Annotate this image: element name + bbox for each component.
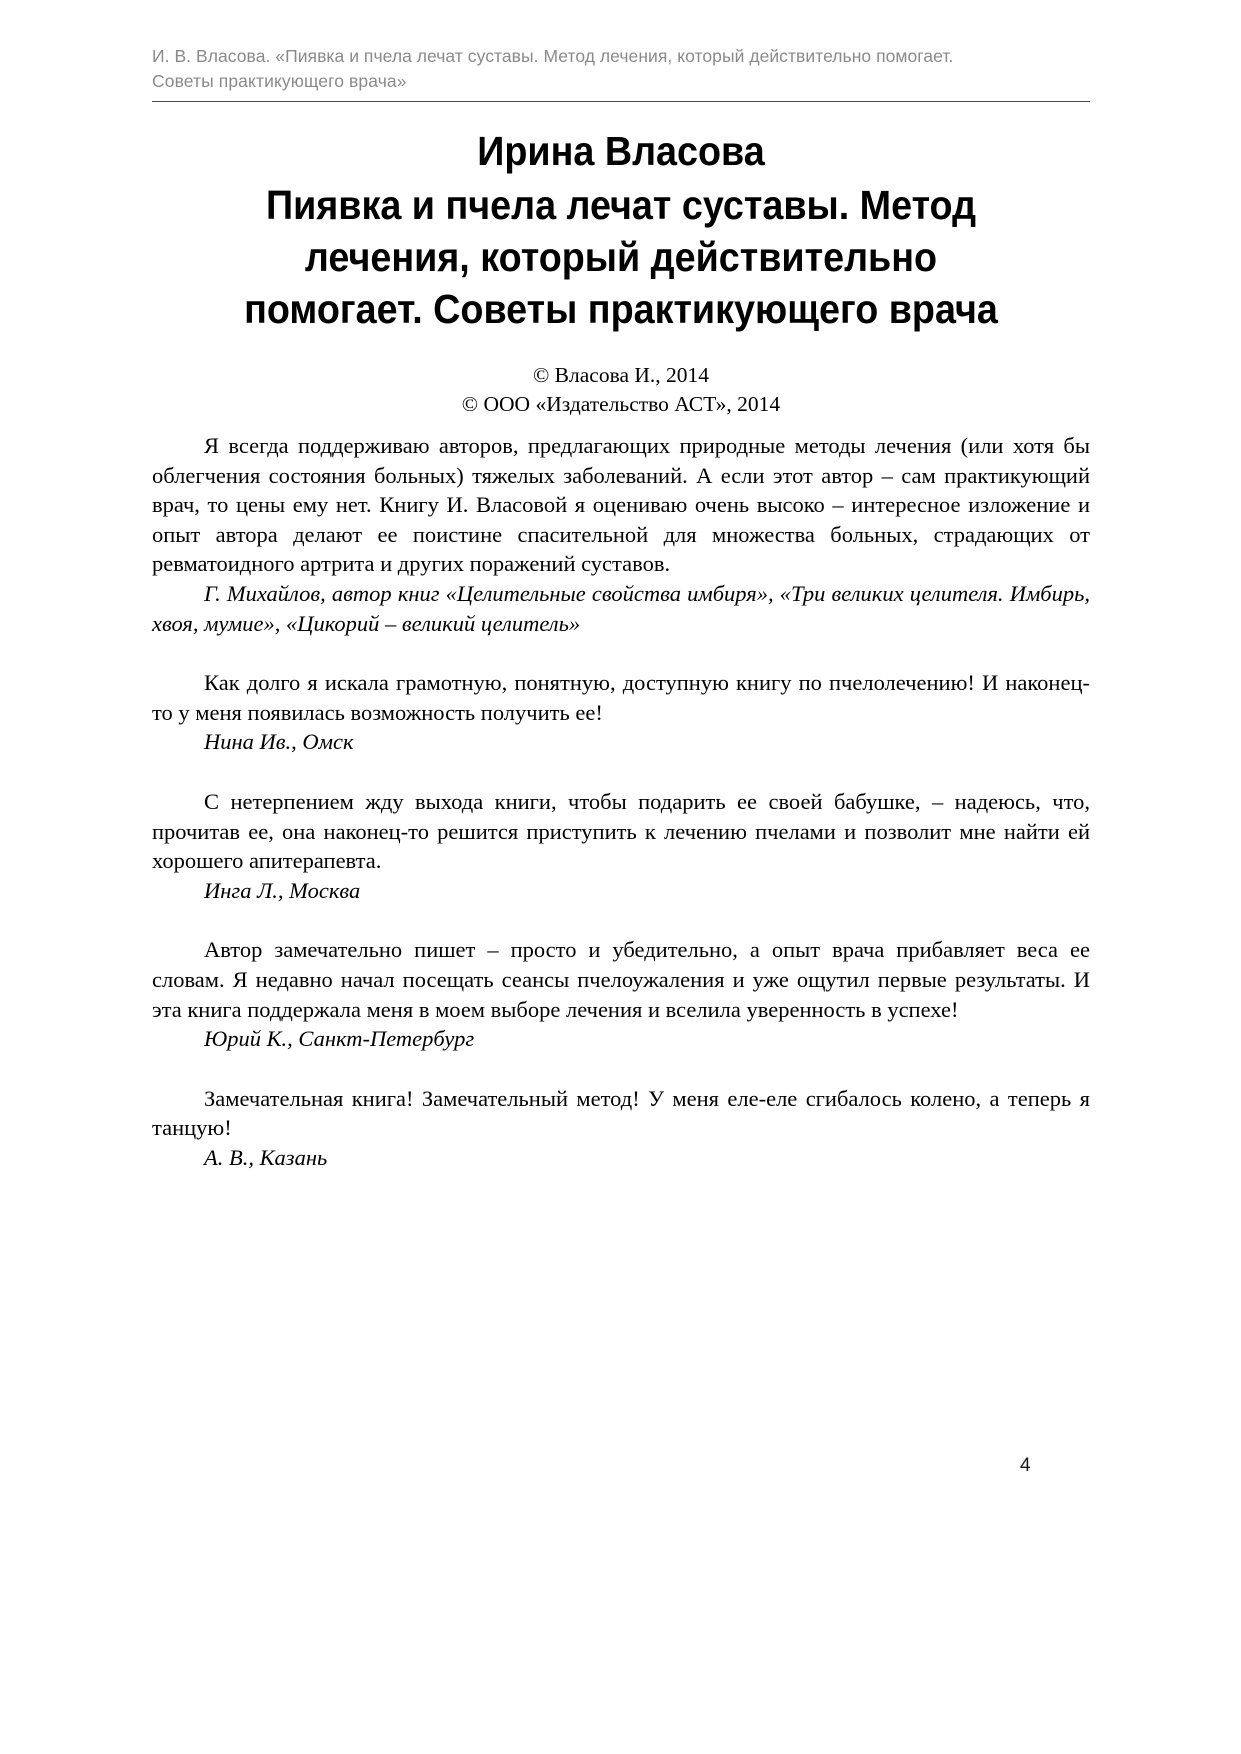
page-number: 4 xyxy=(1020,1455,1031,1476)
paragraph-spacer xyxy=(152,905,1090,935)
copyright-line-author: © Власова И., 2014 xyxy=(532,363,710,387)
testimonial-text: Как долго я искала грамотную, понятную, доступную книгу по пчелолечению! И наконец-то у меня появилась возможность получить ее! xyxy=(152,670,1090,725)
paragraph-spacer xyxy=(152,638,1090,668)
testimonial-text: Я всегда поддерживаю авторов, предлагающих природные методы лечения (или хотя бы облегчения состояния больных) тяжелых заболеваний. А если этот автор – сам практикующий врач, то цены ему нет. Книгу И. Власовой я оцениваю очень высоко – интересное изложение и опыт автора делают ее поистине спасительной для множества больных, страдающих от ревматоидного артрита и других поражений суставов. xyxy=(152,433,1090,577)
copyright-line-publisher: © ООО «Издательство АСТ», 2014 xyxy=(461,392,781,416)
page-content xyxy=(152,125,1090,1172)
testimonial-attribution: Инга Л., Москва xyxy=(204,877,361,903)
book-title-line-3: помогает. Советы практикующего врача xyxy=(244,286,998,332)
paragraph-spacer xyxy=(152,757,1090,787)
author-name: Ирина Власова xyxy=(477,128,765,174)
testimonial-attribution: Г. Михайлов, автор книг «Целительные свойства имбиря», «Три великих целителя. Имбирь, хвоя, мумие», «Цикорий – великий целитель» xyxy=(152,580,1090,636)
running-header xyxy=(152,44,1090,94)
header-divider-rule xyxy=(152,101,1090,102)
testimonial-text: Замечательная книга! Замечательный метод! У меня еле-еле сгибалось колено, а теперь я танцую! xyxy=(152,1085,1090,1141)
testimonial-attribution: Юрий К., Санкт-Петербург xyxy=(204,1026,475,1052)
running-header-line-2: Советы практикующего врача» xyxy=(152,71,407,91)
book-title-line-2: лечения, который действительно xyxy=(304,234,938,280)
testimonial-text: С нетерпением жду выхода книги, чтобы подарить ее своей бабушке, – надеюсь, что, прочитав ее, она наконец-то решится приступить к лечению пчелами и позволит мне найти ей хорошего апитерапевта. xyxy=(152,788,1090,874)
book-title-line-1: Пиявка и пчела лечат суставы. Метод xyxy=(265,182,977,228)
testimonial-text: Автор замечательно пишет – просто и убедительно, а опыт врача прибавляет веса ее словам. Я недавно начал посещать сеансы пчелоужаления и уже ощутил первые результаты. И эта книга поддержала меня в моем выборе лечения и вселила уверенность в успехе! xyxy=(152,937,1090,1022)
testimonial-attribution: А. В., Казань xyxy=(204,1144,328,1170)
paragraph-spacer xyxy=(152,1054,1090,1084)
running-header-line-1: И. В. Власова. «Пиявка и пчела лечат суставы. Метод лечения, который действительно помогает. xyxy=(152,46,954,66)
copyright-block xyxy=(152,361,1090,419)
testimonial-attribution: Нина Ив., Омск xyxy=(204,729,354,755)
